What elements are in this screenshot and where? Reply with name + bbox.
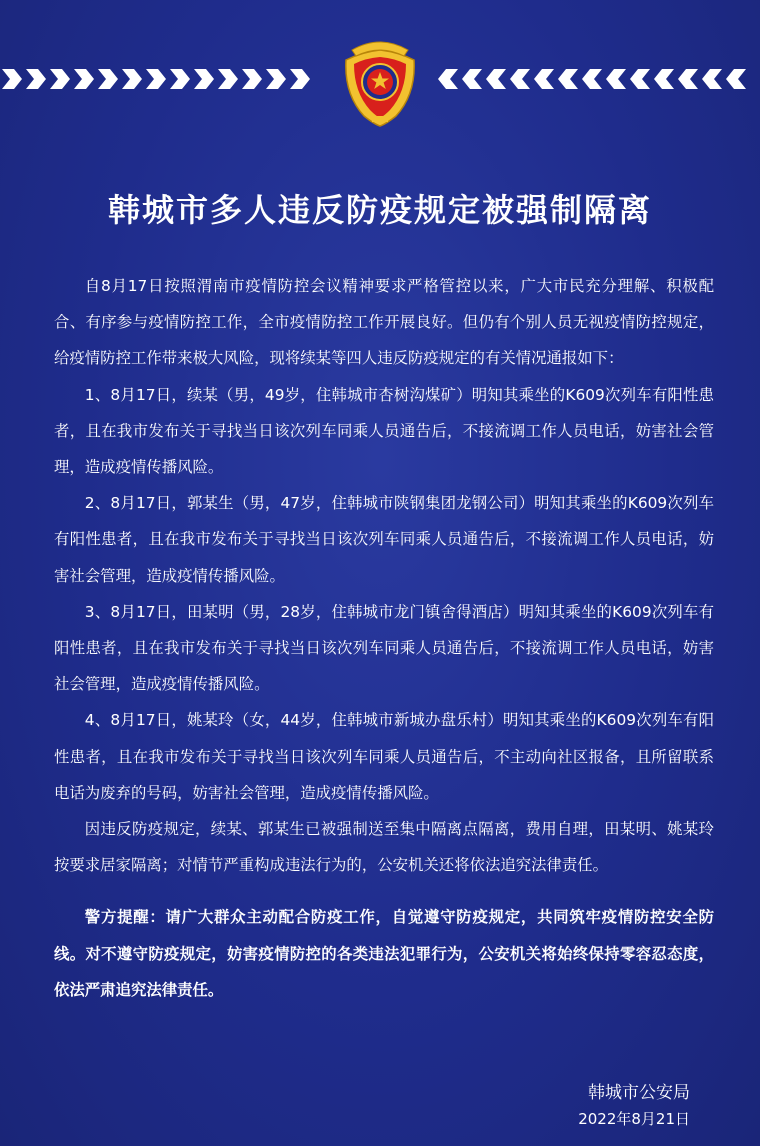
page-title: 韩城市多人违反防疫规定被强制隔离 — [107, 191, 652, 229]
chevron-band-right — [436, 66, 760, 92]
case-paragraph-4: 4、8月17日，姚某玲（女，44岁，住韩城市新城办盘乐村）明知其乘坐的K609次列车有阳性患者，且在我市发布关于寻找当日该次列车同乘人员通告后，不主动向社区报备，且所留联系电话为废弃的号码，妨害社会管理，造成疫情传播风险。 — [54, 711, 714, 802]
notice-body — [54, 268, 714, 1008]
issue-date: 2022年8月21日 — [578, 1110, 690, 1128]
issuer-name: 韩城市公安局 — [588, 1083, 690, 1103]
case-paragraph-1: 1、8月17日，续某（男，49岁，住韩城市杏树沟煤矿）明知其乘坐的K609次列车有阳性患者，且在我市发布关于寻找当日该次列车同乘人员通告后，不接流调工作人员电话，妨害社会管理，造成疫情传播风险。 — [54, 385, 714, 477]
police-emblem-icon — [334, 32, 426, 128]
intro-paragraph: 自8月17日按照渭南市疫情防控会议精神要求严格管控以来，广大市民充分理解、积极配合、有序参与疫情防控工作，全市疫情防控工作开展良好。但仍有个别人员无视疫情防控规定，给疫情防控工作带来极大风险，现将续某等四人违反防疫规定的有关情况通报如下： — [54, 277, 714, 368]
police-warning: 警方提醒：请广大群众主动配合防疫工作，自觉遵守防疫规定，共同筑牢疫情防控安全防线。对不遵守防疫规定，妨害疫情防控的各类违法犯罪行为，公安机关将始终保持零容忍态度，依法严肃追究法律责任。 — [54, 908, 714, 999]
case-paragraph-3: 3、8月17日，田某明（男，28岁，住韩城市龙门镇舍得酒店）明知其乘坐的K609次列车有阳性患者，且在我市发布关于寻找当日该次列车同乘人员通告后，不接流调工作人员电话，妨害社会管理，造成疫情传播风险。 — [54, 602, 714, 694]
chevron-band-left — [0, 66, 320, 92]
conclusion-paragraph: 因违反防疫规定，续某、郭某生已被强制送至集中隔离点隔离，费用自理，田某明、姚某玲按要求居家隔离；对情节严重构成违法行为的，公安机关还将依法追究法律责任。 — [54, 820, 714, 875]
case-paragraph-2: 2、8月17日，郭某生（男，47岁，住韩城市陕钢集团龙钢公司）明知其乘坐的K609次列车有阳性患者，且在我市发布关于寻找当日该次列车同乘人员通告后，不接流调工作人员电话，妨害社会管理，造成疫情传播风险。 — [54, 494, 714, 585]
